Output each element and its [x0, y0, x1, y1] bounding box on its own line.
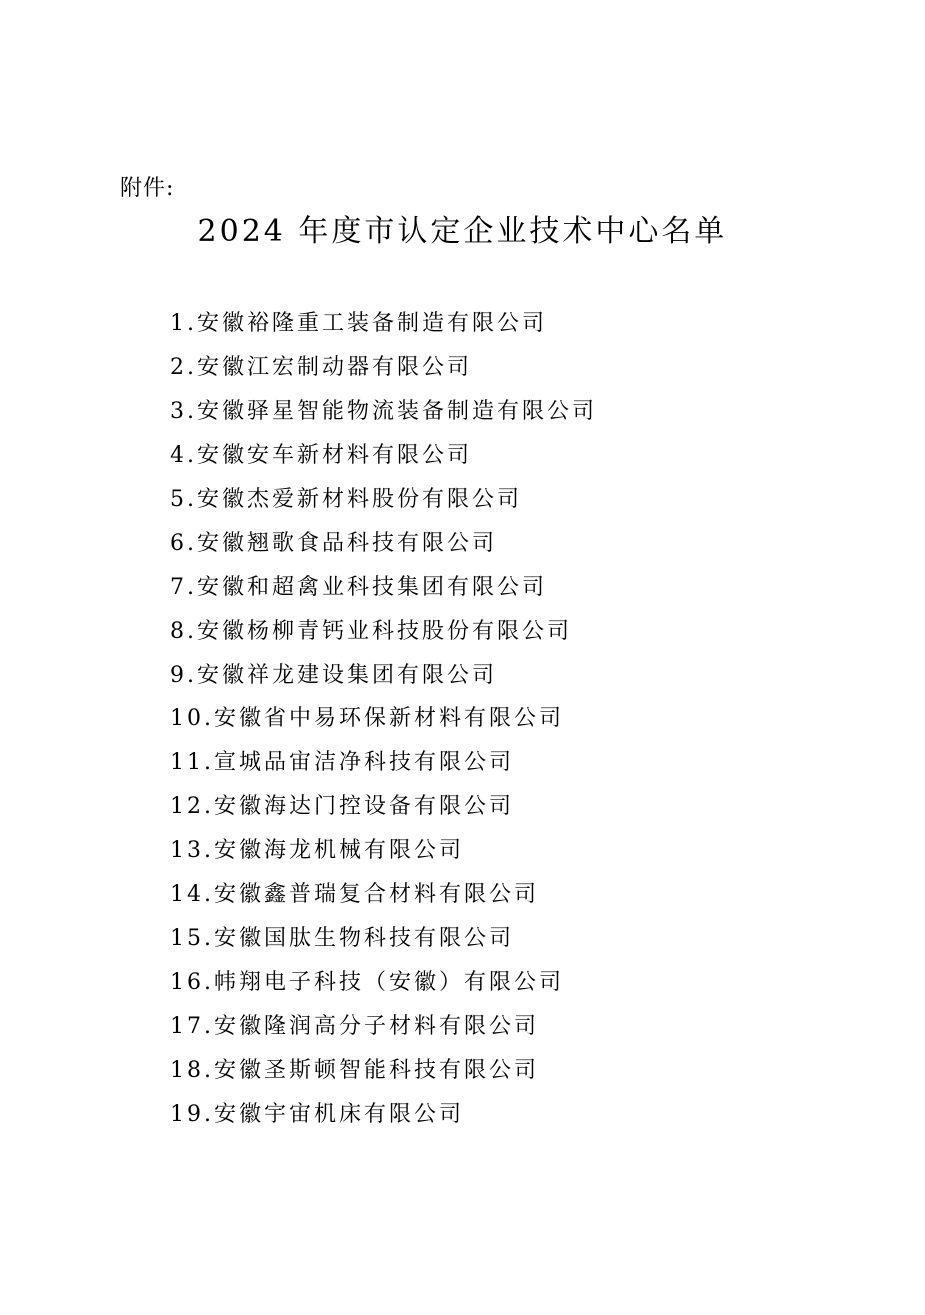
list-item: 12.安徽海达门控设备有限公司 — [170, 794, 514, 820]
document-title: 2024 年度市认定企业技术中心名单 — [197, 214, 728, 249]
list-item: 8.安徽杨柳青钙业科技股份有限公司 — [170, 618, 572, 644]
list-item: 2.安徽江宏制动器有限公司 — [170, 354, 472, 380]
list-item: 7.安徽和超禽业科技集团有限公司 — [170, 574, 547, 600]
attachment-label: 附件: — [120, 176, 175, 201]
list-item: 1.安徽裕隆重工装备制造有限公司 — [170, 311, 547, 336]
list-item: 6.安徽翘歌食品科技有限公司 — [170, 530, 497, 556]
list-item: 14.安徽鑫普瑞复合材料有限公司 — [170, 882, 539, 908]
list-item: 15.安徽国肽生物科技有限公司 — [170, 926, 514, 952]
list-item: 4.安徽安车新材料有限公司 — [170, 442, 472, 468]
list-item: 11.宣城品宙洁净科技有限公司 — [170, 750, 514, 776]
company-list — [170, 302, 597, 1137]
list-item: 16.帏翔电子科技（安徽）有限公司 — [170, 970, 564, 996]
list-item: 3.安徽驿星智能物流装备制造有限公司 — [170, 398, 597, 424]
list-item: 9.安徽祥龙建设集团有限公司 — [170, 662, 497, 688]
list-item: 10.安徽省中易环保新材料有限公司 — [170, 706, 564, 732]
list-item: 13.安徽海龙机械有限公司 — [170, 838, 464, 864]
list-item: 17.安徽隆润高分子材料有限公司 — [170, 1014, 539, 1039]
list-item: 5.安徽杰爱新材料股份有限公司 — [170, 486, 522, 512]
list-item: 19.安徽宇宙机床有限公司 — [170, 1101, 464, 1127]
list-item: 18.安徽圣斯顿智能科技有限公司 — [170, 1057, 539, 1083]
